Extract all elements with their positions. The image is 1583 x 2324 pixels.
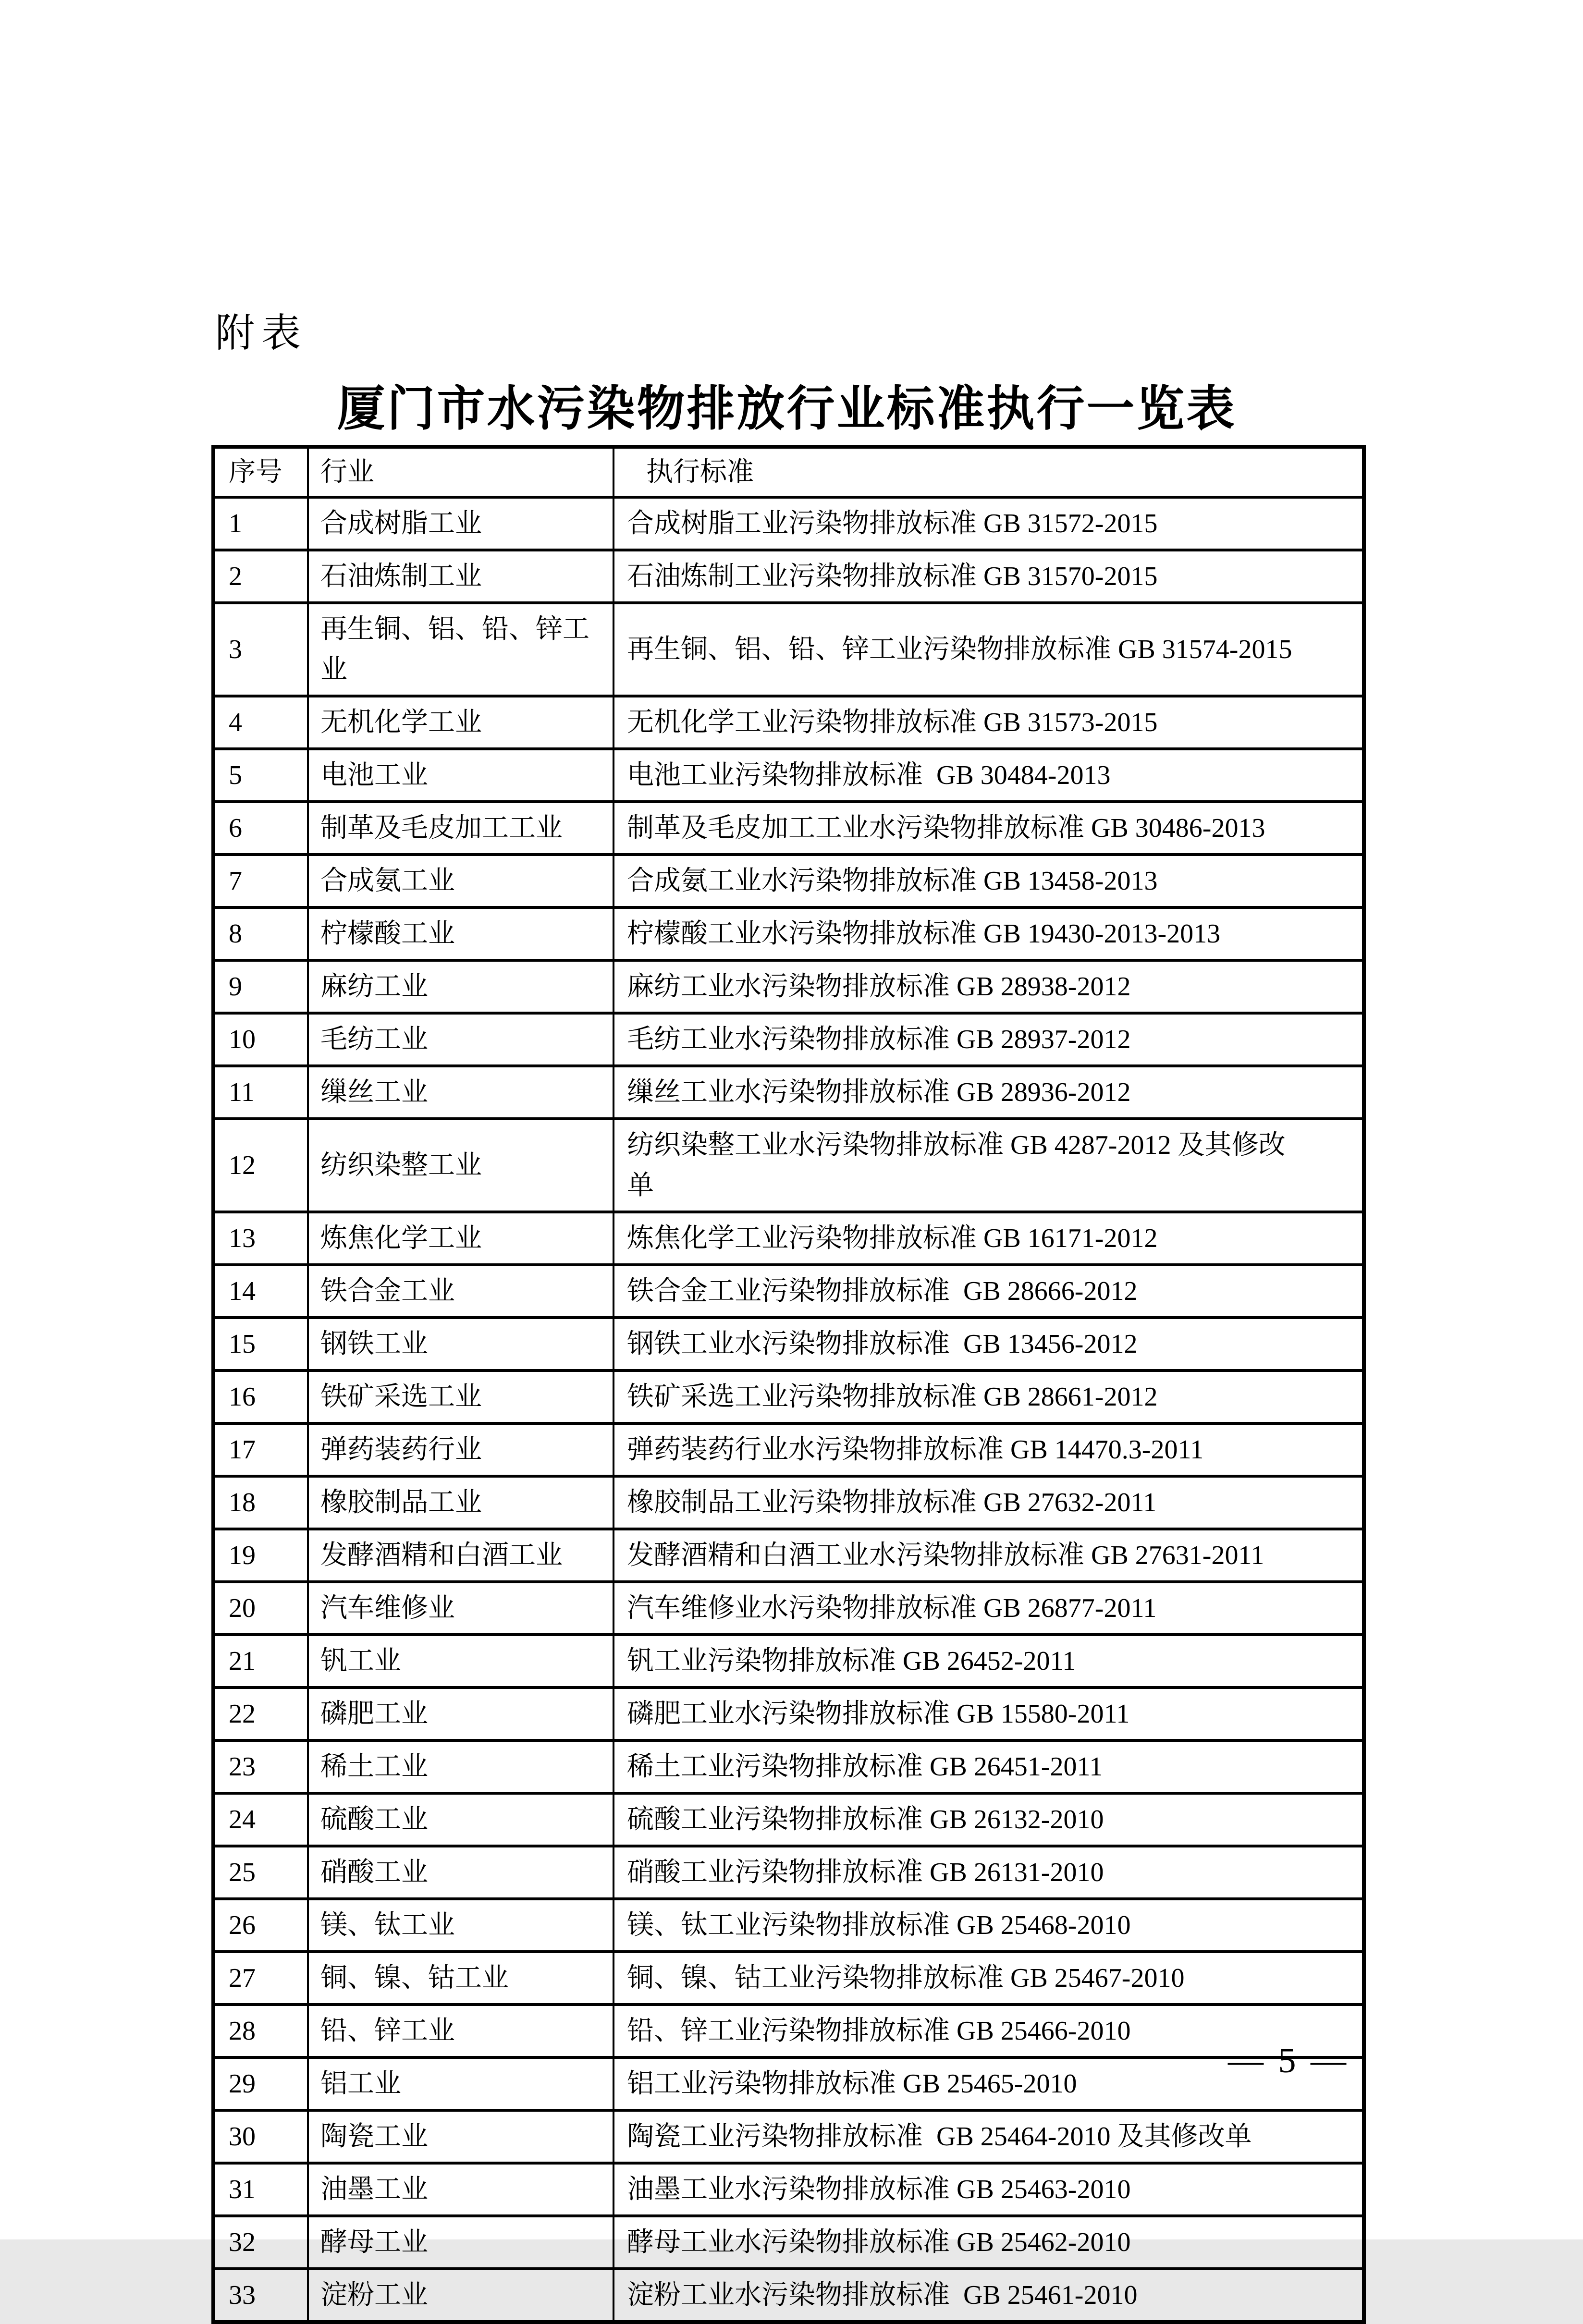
serial-number-cell: 20	[213, 1582, 308, 1635]
serial-number-cell: 6	[213, 802, 308, 855]
standard-cell: 铁合金工业污染物排放标准 GB 28666-2012	[614, 1265, 1364, 1318]
standard-cell: 铁矿采选工业污染物排放标准 GB 28661-2012	[614, 1370, 1364, 1423]
standard-cell: 合成树脂工业污染物排放标准 GB 31572-2015	[614, 497, 1364, 550]
table-row	[213, 1740, 1364, 1793]
standard-cell: 硝酸工业污染物排放标准 GB 26131-2010	[614, 1846, 1364, 1899]
standard-cell: 钢铁工业水污染物排放标准 GB 13456-2012	[614, 1318, 1364, 1370]
industry-cell: 电池工业	[308, 749, 614, 802]
industry-cell: 稀土工业	[308, 1740, 614, 1793]
table-row	[213, 2057, 1364, 2110]
industry-cell: 发酵酒精和白酒工业	[308, 1529, 614, 1582]
industry-cell: 陶瓷工业	[308, 2110, 614, 2163]
standard-cell: 钒工业污染物排放标准 GB 26452-2011	[614, 1635, 1364, 1688]
serial-number-cell: 2	[213, 550, 308, 603]
industry-cell: 橡胶制品工业	[308, 1476, 614, 1529]
table-row	[213, 1582, 1364, 1635]
industry-cell: 硫酸工业	[308, 1793, 614, 1846]
standard-cell: 无机化学工业污染物排放标准 GB 31573-2015	[614, 696, 1364, 749]
table-body	[213, 497, 1364, 2322]
serial-number-cell: 30	[213, 2110, 308, 2163]
industry-cell: 磷肥工业	[308, 1688, 614, 1740]
header-serial-number: 序号	[213, 447, 308, 497]
industry-cell: 无机化学工业	[308, 696, 614, 749]
page-number: — 5 —	[1228, 2041, 1349, 2080]
industry-cell: 汽车维修业	[308, 1582, 614, 1635]
serial-number-cell: 22	[213, 1688, 308, 1740]
standard-cell: 铝工业污染物排放标准 GB 25465-2010	[614, 2057, 1364, 2110]
standard-cell: 磷肥工业水污染物排放标准 GB 15580-2011	[614, 1688, 1364, 1740]
industry-cell: 弹药装药行业	[308, 1423, 614, 1476]
industry-cell: 制革及毛皮加工工业	[308, 802, 614, 855]
serial-number-cell: 26	[213, 1899, 308, 1952]
table-row	[213, 497, 1364, 550]
table-row	[213, 1846, 1364, 1899]
table-row	[213, 802, 1364, 855]
standard-cell: 合成氨工业水污染物排放标准 GB 13458-2013	[614, 855, 1364, 907]
serial-number-cell: 31	[213, 2163, 308, 2216]
industry-cell: 铅、锌工业	[308, 2005, 614, 2057]
table-row	[213, 2163, 1364, 2216]
industry-cell: 麻纺工业	[308, 960, 614, 1013]
serial-number-cell: 29	[213, 2057, 308, 2110]
table-row	[213, 1370, 1364, 1423]
table-row	[213, 1635, 1364, 1688]
industry-cell: 钢铁工业	[308, 1318, 614, 1370]
standard-cell: 毛纺工业水污染物排放标准 GB 28937-2012	[614, 1013, 1364, 1066]
serial-number-cell: 10	[213, 1013, 308, 1066]
standard-cell: 石油炼制工业污染物排放标准 GB 31570-2015	[614, 550, 1364, 603]
industry-cell: 再生铜、铝、铅、锌工业	[308, 603, 614, 696]
standard-cell: 硫酸工业污染物排放标准 GB 26132-2010	[614, 1793, 1364, 1846]
industry-cell: 油墨工业	[308, 2163, 614, 2216]
serial-number-cell: 33	[213, 2269, 308, 2322]
serial-number-cell: 8	[213, 907, 308, 960]
serial-number-cell: 13	[213, 1212, 308, 1265]
serial-number-cell: 19	[213, 1529, 308, 1582]
standards-table	[211, 445, 1366, 2324]
table-row	[213, 2269, 1364, 2322]
serial-number-cell: 12	[213, 1119, 308, 1212]
industry-cell: 炼焦化学工业	[308, 1212, 614, 1265]
table-row	[213, 1265, 1364, 1318]
serial-number-cell: 3	[213, 603, 308, 696]
standard-cell: 铜、镍、钴工业污染物排放标准 GB 25467-2010	[614, 1952, 1364, 2005]
table-row	[213, 1212, 1364, 1265]
table-row	[213, 1066, 1364, 1119]
table-row	[213, 2216, 1364, 2269]
table-row	[213, 960, 1364, 1013]
industry-cell: 缫丝工业	[308, 1066, 614, 1119]
industry-cell: 毛纺工业	[308, 1013, 614, 1066]
industry-cell: 铜、镍、钴工业	[308, 1952, 614, 2005]
standard-cell: 柠檬酸工业水污染物排放标准 GB 19430-2013-2013	[614, 907, 1364, 960]
serial-number-cell: 23	[213, 1740, 308, 1793]
industry-cell: 钒工业	[308, 1635, 614, 1688]
table-row	[213, 907, 1364, 960]
standard-cell: 麻纺工业水污染物排放标准 GB 28938-2012	[614, 960, 1364, 1013]
table-row	[213, 550, 1364, 603]
standard-cell: 油墨工业水污染物排放标准 GB 25463-2010	[614, 2163, 1364, 2216]
serial-number-cell: 9	[213, 960, 308, 1013]
table-row	[213, 2005, 1364, 2057]
serial-number-cell: 7	[213, 855, 308, 907]
table-row	[213, 1899, 1364, 1952]
standard-cell: 再生铜、铝、铅、锌工业污染物排放标准 GB 31574-2015	[614, 603, 1364, 696]
table-row	[213, 1793, 1364, 1846]
serial-number-cell: 5	[213, 749, 308, 802]
industry-cell: 淀粉工业	[308, 2269, 614, 2322]
serial-number-cell: 27	[213, 1952, 308, 2005]
page-title: 厦门市水污染物排放行业标准执行一览表	[337, 382, 1237, 436]
serial-number-cell: 28	[213, 2005, 308, 2057]
header-standard: 执行标准	[614, 447, 1364, 497]
serial-number-cell: 1	[213, 497, 308, 550]
table-row	[213, 603, 1364, 696]
serial-number-cell: 18	[213, 1476, 308, 1529]
standard-cell: 稀土工业污染物排放标准 GB 26451-2011	[614, 1740, 1364, 1793]
serial-number-cell: 15	[213, 1318, 308, 1370]
standard-cell: 缫丝工业水污染物排放标准 GB 28936-2012	[614, 1066, 1364, 1119]
standard-cell: 弹药装药行业水污染物排放标准 GB 14470.3-2011	[614, 1423, 1364, 1476]
industry-cell: 纺织染整工业	[308, 1119, 614, 1212]
table-row	[213, 1688, 1364, 1740]
table-row	[213, 1318, 1364, 1370]
serial-number-cell: 14	[213, 1265, 308, 1318]
standard-cell: 酵母工业水污染物排放标准 GB 25462-2010	[614, 2216, 1364, 2269]
standard-cell: 纺织染整工业水污染物排放标准 GB 4287-2012 及其修改单	[614, 1119, 1364, 1212]
standard-cell: 发酵酒精和白酒工业水污染物排放标准 GB 27631-2011	[614, 1529, 1364, 1582]
industry-cell: 铁合金工业	[308, 1265, 614, 1318]
header-industry: 行业	[308, 447, 614, 497]
industry-cell: 石油炼制工业	[308, 550, 614, 603]
serial-number-cell: 21	[213, 1635, 308, 1688]
standard-cell: 电池工业污染物排放标准 GB 30484-2013	[614, 749, 1364, 802]
table-row	[213, 749, 1364, 802]
table-row	[213, 1013, 1364, 1066]
table-row	[213, 2110, 1364, 2163]
serial-number-cell: 4	[213, 696, 308, 749]
serial-number-cell: 25	[213, 1846, 308, 1899]
table-row	[213, 1529, 1364, 1582]
table-row	[213, 696, 1364, 749]
industry-cell: 铁矿采选工业	[308, 1370, 614, 1423]
serial-number-cell: 11	[213, 1066, 308, 1119]
serial-number-cell: 16	[213, 1370, 308, 1423]
standard-cell: 橡胶制品工业污染物排放标准 GB 27632-2011	[614, 1476, 1364, 1529]
standard-cell: 炼焦化学工业污染物排放标准 GB 16171-2012	[614, 1212, 1364, 1265]
industry-cell: 镁、钛工业	[308, 1899, 614, 1952]
industry-cell: 合成氨工业	[308, 855, 614, 907]
standard-cell: 制革及毛皮加工工业水污染物排放标准 GB 30486-2013	[614, 802, 1364, 855]
standard-cell: 淀粉工业水污染物排放标准 GB 25461-2010	[614, 2269, 1364, 2322]
serial-number-cell: 32	[213, 2216, 308, 2269]
industry-cell: 酵母工业	[308, 2216, 614, 2269]
table-row	[213, 855, 1364, 907]
table-header-row	[213, 447, 1364, 497]
industry-cell: 硝酸工业	[308, 1846, 614, 1899]
industry-cell: 铝工业	[308, 2057, 614, 2110]
standard-cell: 镁、钛工业污染物排放标准 GB 25468-2010	[614, 1899, 1364, 1952]
table-row	[213, 1952, 1364, 2005]
industry-cell: 柠檬酸工业	[308, 907, 614, 960]
table-row	[213, 1423, 1364, 1476]
standard-cell: 陶瓷工业污染物排放标准 GB 25464-2010 及其修改单	[614, 2110, 1364, 2163]
standard-cell: 铅、锌工业污染物排放标准 GB 25466-2010	[614, 2005, 1364, 2057]
serial-number-cell: 24	[213, 1793, 308, 1846]
serial-number-cell: 17	[213, 1423, 308, 1476]
standard-cell: 汽车维修业水污染物排放标准 GB 26877-2011	[614, 1582, 1364, 1635]
industry-cell: 合成树脂工业	[308, 497, 614, 550]
attachment-annotation: 附表	[215, 311, 308, 355]
table-row	[213, 1119, 1364, 1212]
table-row	[213, 1476, 1364, 1529]
